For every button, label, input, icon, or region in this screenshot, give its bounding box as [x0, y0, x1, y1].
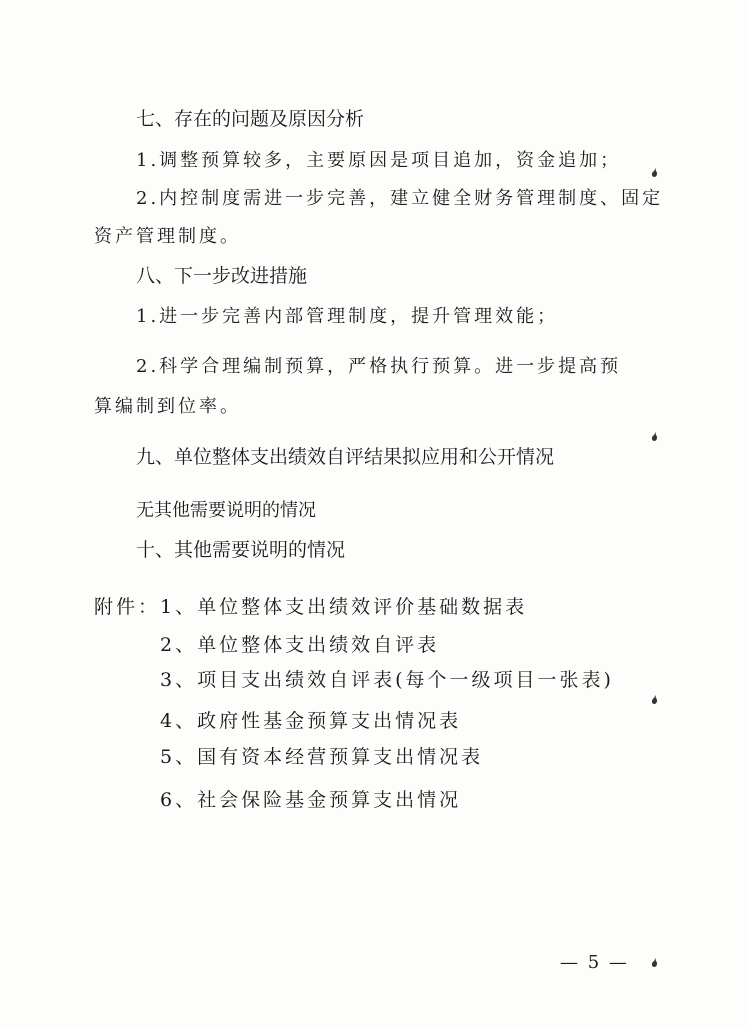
attachment-item-1: 1、单位整体支出绩效评价基础数据表 [160, 596, 528, 618]
attachment-item-2: 2、单位整体支出绩效自评表 [160, 634, 440, 656]
section-heading-10: 十、其他需要说明的情况 [136, 539, 346, 561]
scan-mark [651, 958, 658, 967]
section-9-paragraph-1: 无其他需要说明的情况 [136, 500, 316, 521]
section-7-paragraph-2-line-2: 资产管理制度。 [94, 226, 241, 247]
attachments-label: 附件： [94, 596, 161, 618]
scan-mark [651, 432, 658, 441]
section-heading-8: 八、下一步改进措施 [136, 265, 308, 287]
attachment-item-6: 6、社会保险基金预算支出情况 [160, 789, 462, 811]
section-heading-9: 九、单位整体支出绩效自评结果拟应用和公开情况 [136, 446, 555, 468]
section-8-paragraph-2-line-1: 2.科学合理编制预算，严格执行预算。进一步提高预 [136, 356, 622, 377]
section-7-paragraph-1: 1.调整预算较多，主要原因是项目追加，资金追加； [136, 150, 622, 171]
section-heading-7: 七、存在的问题及原因分析 [136, 108, 365, 130]
section-7-paragraph-2-line-1: 2.内控制度需进一步完善，建立健全财务管理制度、固定 [136, 188, 664, 209]
section-8-paragraph-1: 1.进一步完善内部管理制度，提升管理效能； [136, 306, 559, 327]
attachment-item-3: 3、项目支出绩效自评表(每个一级项目一张表) [160, 669, 614, 691]
scan-mark [651, 168, 658, 177]
attachment-item-4: 4、政府性基金预算支出情况表 [160, 710, 462, 732]
scan-mark [651, 695, 658, 704]
page-number: — 5 — [560, 952, 629, 973]
attachment-item-5: 5、国有资本经营预算支出情况表 [160, 746, 484, 768]
section-8-paragraph-2-line-2: 算编制到位率。 [94, 396, 241, 417]
